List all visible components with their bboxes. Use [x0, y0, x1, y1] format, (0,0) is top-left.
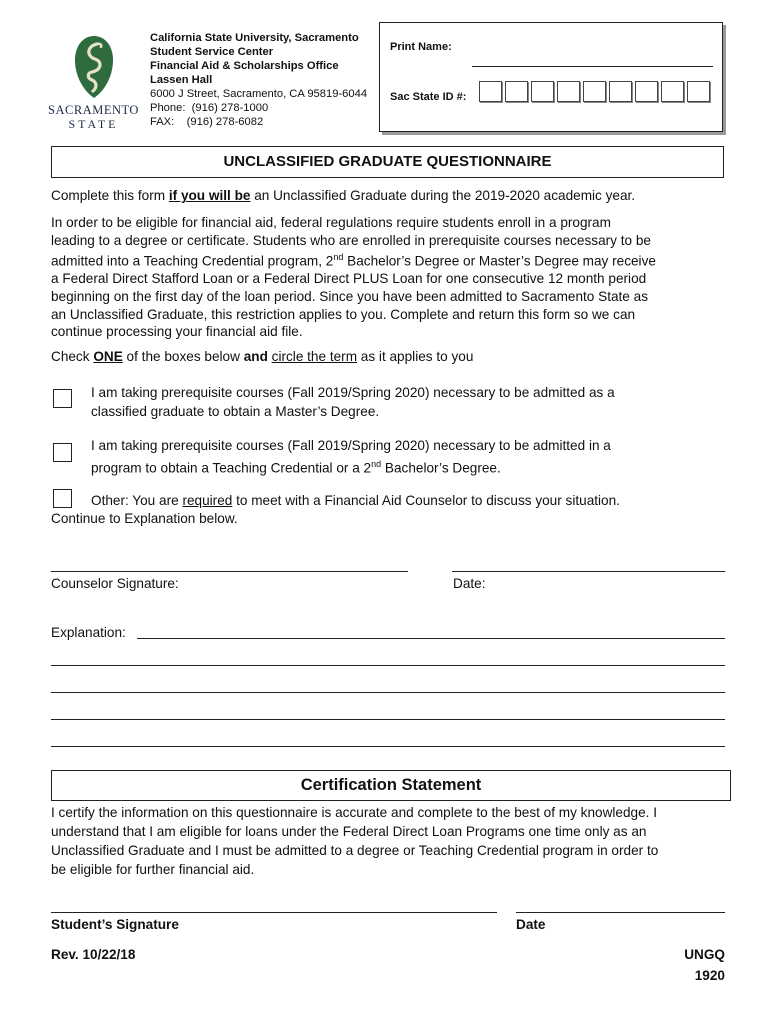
paragraph-line: admitted into a Teaching Credential program, 2nd Bachelor’s Degree or Master’s Degree may receive — [51, 252, 656, 269]
paragraph-line: a Federal Direct Stafford Loan or a Federal Direct PLUS Loan for one consecutive 12 month period — [51, 271, 647, 287]
paragraph-line: In order to be eligible for financial aid, federal regulations require students enroll in a program — [51, 215, 611, 230]
counselor-signature-label: Counselor Signature: — [51, 576, 179, 591]
option-other-checkbox[interactable] — [53, 489, 72, 508]
state-id-field[interactable] — [479, 81, 710, 102]
id-digit-box[interactable] — [557, 81, 580, 102]
id-digit-box[interactable] — [531, 81, 554, 102]
print-name-label: Print Name: — [390, 41, 452, 53]
option-masters-label: I am taking prerequisite courses (Fall 2019/Spring 2020) necessary to be admitted as a classified graduate to obtain a Master’s Degree. — [91, 385, 615, 419]
explanation-line[interactable] — [51, 746, 725, 747]
check-instructions: Check ONE of the boxes below and circle the term as it applies to you — [51, 349, 474, 364]
student-signature-line[interactable] — [51, 912, 497, 913]
intro-text: Complete this form — [51, 188, 169, 203]
student-date-label: Date — [516, 917, 546, 932]
office-name: Financial Aid & Scholarships Office — [150, 60, 339, 72]
counselor-date-label: Date: — [453, 576, 486, 591]
option-credential-label: I am taking prerequisite courses (Fall 2019/Spring 2020) necessary to be admitted in a program to obtain a Teaching Credential or a 2nd Bachelor’s Degree. — [91, 438, 611, 476]
student-signature-label: Student’s Signature — [51, 917, 179, 932]
paragraph-line: an Unclassified Graduate, this restriction applies to you. Complete and return this form so we can — [51, 306, 636, 322]
revision-date: Rev. 10/22/18 — [51, 947, 136, 962]
id-digit-box[interactable] — [479, 81, 502, 102]
fax-number: FAX: (916) 278-6082 — [150, 116, 264, 128]
certification-title: Certification Statement — [51, 770, 731, 801]
explanation-line[interactable] — [51, 692, 725, 693]
option-other-label: Other: You are required to meet with a Financial Aid Counselor to discuss your situation. — [91, 493, 620, 508]
option-other-continue: Continue to Explanation below. — [51, 511, 238, 526]
form-code: UNGQ — [684, 947, 725, 962]
paragraph-line: beginning on the first day of the loan period. Since you have been admitted to Sacramento State as — [51, 288, 649, 304]
id-digit-box[interactable] — [635, 81, 658, 102]
print-name-field[interactable] — [472, 66, 713, 67]
explanation-line[interactable] — [51, 665, 725, 666]
office-address-block — [150, 31, 367, 129]
option-masters-checkbox[interactable] — [53, 389, 72, 408]
intro-emphasis: if you will be — [168, 188, 251, 203]
counselor-signature-line[interactable] — [51, 571, 408, 572]
intro-sentence — [51, 187, 727, 205]
building-name: Lassen Hall — [150, 74, 213, 86]
state-id-label: Sac State ID #: — [390, 91, 467, 103]
form-title: UNCLASSIFIED GRADUATE QUESTIONNAIRE — [51, 146, 724, 178]
form-code-year: 1920 — [694, 968, 725, 983]
explanation-line[interactable] — [137, 638, 725, 639]
intro-text: an Unclassified Graduate during the 2019-2020 academic year. — [250, 188, 636, 203]
explanation-line[interactable] — [51, 719, 725, 720]
option-credential-checkbox[interactable] — [53, 443, 72, 462]
logo-wordmark-top: SACRAMENTO — [48, 103, 139, 117]
id-digit-box[interactable] — [661, 81, 684, 102]
student-id-box — [379, 22, 723, 132]
explanation-label: Explanation: — [51, 625, 126, 640]
id-digit-box[interactable] — [687, 81, 710, 102]
id-digit-box[interactable] — [505, 81, 528, 102]
student-date-line[interactable] — [516, 912, 725, 913]
certification-text: I certify the information on this questionnaire is accurate and complete to the best of my knowledge. I understand that I am eligible for loans under the Federal Direct Loan Programs one time only as an Unclassified Graduate and I must be admitted to a degree or Teaching Credential program in order to be eligible for further financial aid. — [51, 805, 659, 877]
street-address: 6000 J Street, Sacramento, CA 95819-6044 — [150, 88, 368, 100]
sacramento-state-logo — [46, 34, 141, 130]
paragraph-line: leading to a degree or certificate. Students who are enrolled in prerequisite courses necessary to be — [51, 232, 651, 248]
hornet-logo-icon — [73, 34, 115, 100]
counselor-date-line[interactable] — [452, 571, 725, 572]
id-digit-box[interactable] — [609, 81, 632, 102]
university-name: California State University, Sacramento — [150, 32, 359, 44]
phone-number: Phone: (916) 278-1000 — [150, 102, 269, 114]
id-digit-box[interactable] — [583, 81, 606, 102]
center-name: Student Service Center — [150, 46, 274, 58]
logo-wordmark-bottom: STATE — [68, 117, 119, 131]
eligibility-paragraph — [51, 214, 727, 341]
paragraph-line: continue processing your financial aid file. — [51, 324, 303, 340]
